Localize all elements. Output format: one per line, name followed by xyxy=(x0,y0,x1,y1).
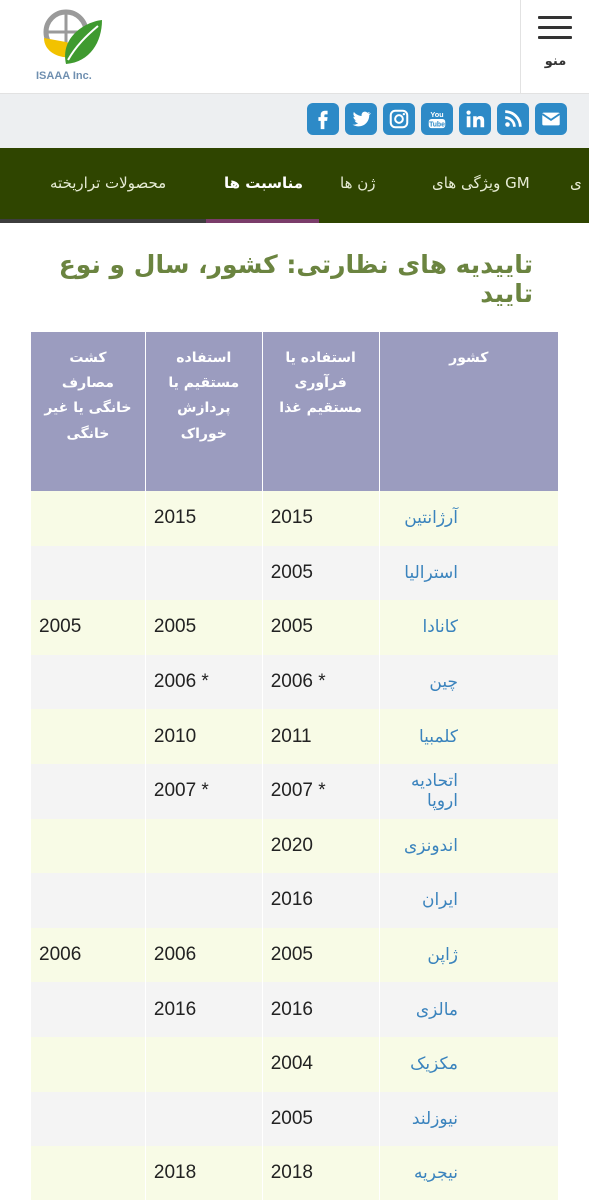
approvals-table xyxy=(30,332,558,1200)
table-row xyxy=(31,546,559,601)
feed-year-cell: 2007 * xyxy=(145,764,262,819)
food-year-cell: 2006 * xyxy=(262,655,379,710)
food-year-cell: 2011 xyxy=(262,709,379,764)
table-row xyxy=(31,873,559,928)
cultivation-year-cell: 2006 xyxy=(31,928,146,983)
feed-year-cell xyxy=(145,546,262,601)
nav-item-partial[interactable]: ی xyxy=(570,174,582,192)
country-link[interactable]: ایران xyxy=(379,873,558,928)
page-title: تاییدیه های نظارتی: کشور، سال و نوع تایید xyxy=(58,250,533,308)
feed-year-cell: 2015 xyxy=(145,491,262,546)
cultivation-year-cell xyxy=(31,764,146,819)
food-year-cell: 2015 xyxy=(262,491,379,546)
isaaa-logo[interactable] xyxy=(36,8,108,88)
food-year-cell: 2018 xyxy=(262,1146,379,1200)
site-header xyxy=(0,0,589,94)
country-link[interactable]: چین xyxy=(379,655,558,710)
table-row xyxy=(31,655,559,710)
cultivation-year-cell xyxy=(31,1146,146,1200)
cultivation-year-cell xyxy=(31,1092,146,1147)
table-row xyxy=(31,1092,559,1147)
nav-item-gm-traits[interactable]: GM ویژگی های xyxy=(432,174,530,192)
country-link[interactable]: مالزی xyxy=(379,982,558,1037)
feed-year-cell xyxy=(145,819,262,874)
feed-year-cell: 2006 xyxy=(145,928,262,983)
table-body xyxy=(31,491,559,1200)
table-row xyxy=(31,764,559,819)
cultivation-year-cell xyxy=(31,491,146,546)
country-link[interactable]: مکزیک xyxy=(379,1037,558,1092)
facebook-icon[interactable] xyxy=(307,103,339,135)
country-link[interactable]: ژاپن xyxy=(379,928,558,983)
cultivation-year-cell xyxy=(31,1037,146,1092)
table-row xyxy=(31,982,559,1037)
country-link[interactable]: استرالیا xyxy=(379,546,558,601)
header-food: استفاده یا فرآوری مستقیم غذا xyxy=(262,332,379,491)
header-feed: استفاده مستقیم یا پردازش خوراک xyxy=(145,332,262,491)
country-link[interactable]: نیوزلند xyxy=(379,1092,558,1147)
cultivation-year-cell xyxy=(31,655,146,710)
food-year-cell: 2005 xyxy=(262,928,379,983)
email-icon[interactable] xyxy=(535,103,567,135)
table-row xyxy=(31,709,559,764)
svg-text:Tube: Tube xyxy=(429,121,445,129)
rss-icon[interactable] xyxy=(497,103,529,135)
cultivation-year-cell xyxy=(31,709,146,764)
nav-active-indicator xyxy=(206,219,319,223)
country-link[interactable]: آرژانتین xyxy=(379,491,558,546)
country-link[interactable]: کلمبیا xyxy=(379,709,558,764)
logo-globe-icon xyxy=(36,8,108,70)
feed-year-cell: 2010 xyxy=(145,709,262,764)
table-row xyxy=(31,491,559,546)
country-link[interactable]: نیجریه xyxy=(379,1146,558,1200)
svg-text:You: You xyxy=(430,110,444,120)
cultivation-year-cell xyxy=(31,546,146,601)
logo-text: ISAAA Inc. xyxy=(36,70,92,82)
table-row xyxy=(31,600,559,655)
food-year-cell: 2005 xyxy=(262,546,379,601)
cultivation-year-cell xyxy=(31,873,146,928)
menu-button[interactable] xyxy=(520,0,589,94)
food-year-cell: 2005 xyxy=(262,600,379,655)
nav-item-gm-crops[interactable]: محصولات تراریخته xyxy=(50,174,167,192)
header-cultivation: کشت مصارف خانگی یا غیر خانگی xyxy=(31,332,146,491)
food-year-cell: 2016 xyxy=(262,873,379,928)
cultivation-year-cell: 2005 xyxy=(31,600,146,655)
table-row xyxy=(31,1146,559,1200)
nav-item-events[interactable]: مناسبت ها xyxy=(224,174,304,192)
feed-year-cell: 2016 xyxy=(145,982,262,1037)
table-header-row xyxy=(31,332,559,491)
cultivation-year-cell xyxy=(31,819,146,874)
table-row xyxy=(31,928,559,983)
hamburger-icon xyxy=(538,16,572,38)
food-year-cell: 2007 * xyxy=(262,764,379,819)
nav-item-genes[interactable]: ژن ها xyxy=(340,174,376,192)
country-link[interactable]: اندونزی xyxy=(379,819,558,874)
youtube-icon[interactable] xyxy=(421,103,453,135)
table-row xyxy=(31,819,559,874)
feed-year-cell: 2018 xyxy=(145,1146,262,1200)
food-year-cell: 2005 xyxy=(262,1092,379,1147)
cultivation-year-cell xyxy=(31,982,146,1037)
feed-year-cell xyxy=(145,1092,262,1147)
social-bar xyxy=(0,94,589,148)
country-link[interactable]: اتحادیه اروپا xyxy=(379,764,558,819)
food-year-cell: 2020 xyxy=(262,819,379,874)
table-row xyxy=(31,1037,559,1092)
nav-divider xyxy=(0,219,206,223)
feed-year-cell: 2005 xyxy=(145,600,262,655)
header-country: کشور xyxy=(379,332,558,491)
food-year-cell: 2016 xyxy=(262,982,379,1037)
feed-year-cell: 2006 * xyxy=(145,655,262,710)
menu-label: منو xyxy=(544,54,567,69)
twitter-icon[interactable] xyxy=(345,103,377,135)
feed-year-cell xyxy=(145,873,262,928)
linkedin-icon[interactable] xyxy=(459,103,491,135)
main-nav xyxy=(0,148,589,223)
food-year-cell: 2004 xyxy=(262,1037,379,1092)
instagram-icon[interactable] xyxy=(383,103,415,135)
country-link[interactable]: کانادا xyxy=(379,600,558,655)
feed-year-cell xyxy=(145,1037,262,1092)
